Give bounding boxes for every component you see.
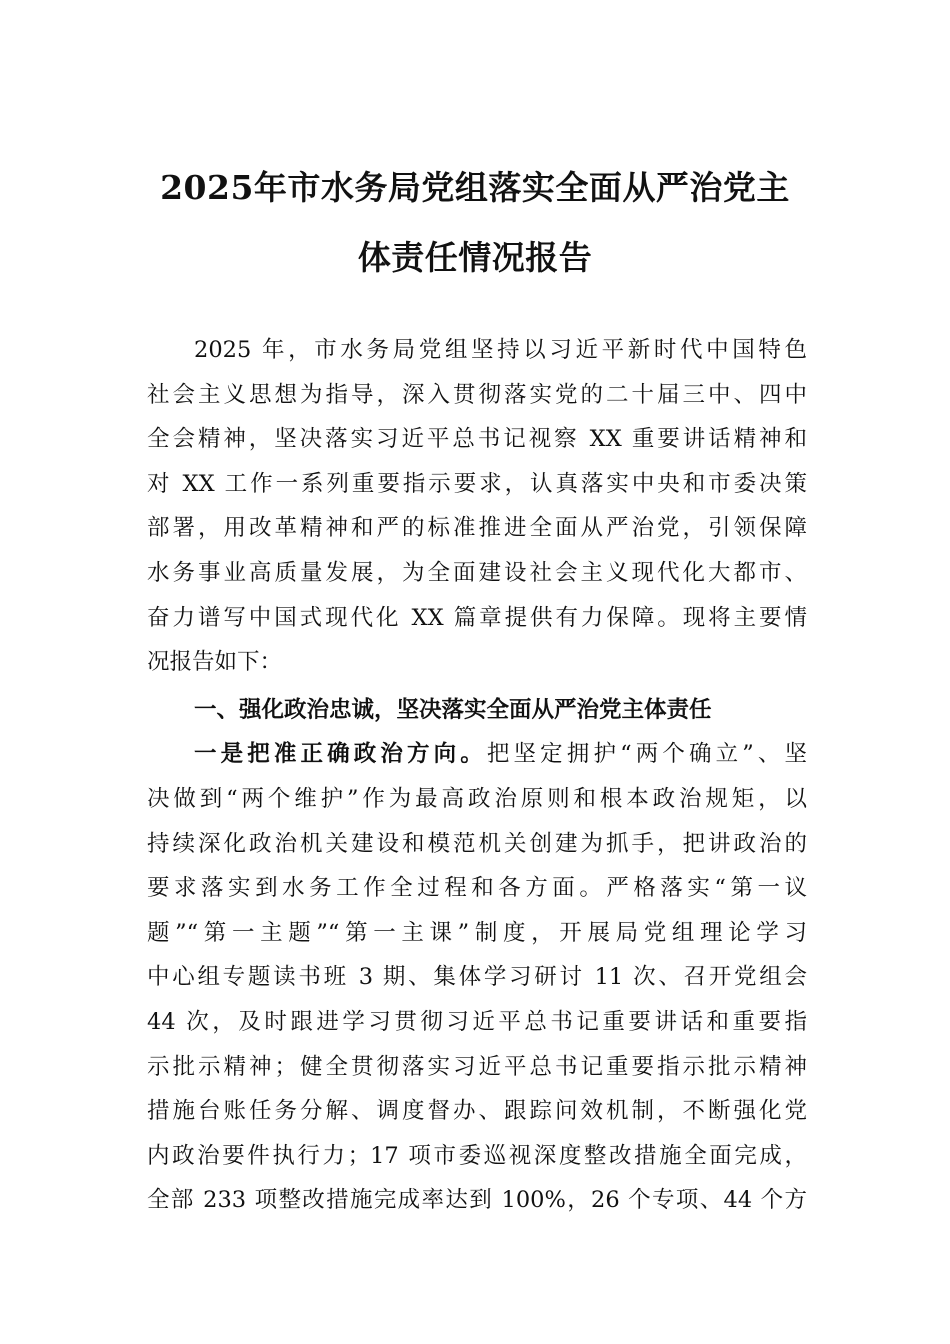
intro-line: 全会精神，坚决落实习近平总书记视察 XX 重要讲话精神和 [147,426,807,453]
document-title-line-2: 体责任情况报告 [357,238,593,277]
paragraph-line: 持续深化政治机关建设和模范机关创建为抓手，把讲政治的 [147,830,807,857]
paragraph-line: 要求落实到水务工作全过程和各方面。严格落实“第一议 [147,875,807,902]
paragraph-first-line [147,732,807,777]
intro-line: 况报告如下： [147,649,283,676]
intro-line: 社会主义思想为指导，深入贯彻落实党的二十届三中、四中 [147,381,807,408]
paragraph-lead: 一是把准正确政治方向。 [194,741,487,768]
paragraph-line: 44 次，及时跟进学习贯彻习近平总书记重要讲话和重要指 [147,1008,807,1035]
paragraph-line: 题”“第一主题”“第一主课”制度，开展局党组理论学习 [147,919,807,946]
paragraph-line: 中心组专题读书班 3 期、集体学习研讨 11 次、召开党组会 [147,964,807,991]
paragraph-line: 决做到“两个维护”作为最高政治原则和根本政治规矩，以 [147,785,807,812]
intro-line: 水务事业高质量发展，为全面建设社会主义现代化大都市、 [147,559,807,586]
intro-line: 2025 年，市水务局党组坚持以习近平新时代中国特色 [194,337,807,363]
paragraph-line: 措施台账任务分解、调度督办、跟踪问效机制，不断强化党 [147,1098,807,1125]
paragraph-line: 示批示精神；健全贯彻落实习近平总书记重要指示批示精神 [147,1053,807,1080]
document-body [147,328,807,1223]
document-title-line-1: 2025年市水务局党组落实全面从严治党主 [160,168,790,207]
intro-line: 奋力谱写中国式现代化 XX 篇章提供有力保障。现将主要情 [147,604,807,631]
intro-line: 部署，用改革精神和严的标准推进全面从严治党，引领保障 [147,515,807,542]
intro-line: 对 XX 工作一系列重要指示要求，认真落实中央和市委决策 [147,470,807,497]
paragraph-text: 把坚定拥护“两个确立”、坚 [486,741,807,768]
paragraph-line: 内政治要件执行力；17 项市委巡视深度整改措施全面完成， [147,1142,807,1169]
paragraph-line: 全部 233 项整改措施完成率达到 100%，26 个专项、44 个方 [147,1187,807,1214]
section-heading: 一、强化政治忠诚，坚决落实全面从严治党主体责任 [194,696,712,723]
